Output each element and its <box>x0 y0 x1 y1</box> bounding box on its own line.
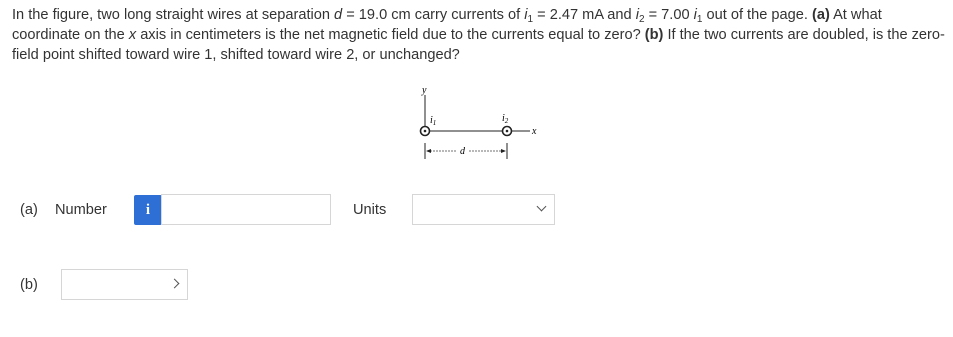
part-b-label: (b) <box>20 277 38 293</box>
variable-d: d <box>334 7 343 23</box>
variable-i: i <box>635 7 639 23</box>
question-text-segment: If the two currents are doubled, is the zero-field point shifted toward wire 1, shifted toward wire 2, or unchanged? <box>12 27 945 63</box>
units-label: Units <box>353 202 387 218</box>
d-arrowhead-right <box>501 149 506 153</box>
part-b-dropdown[interactable] <box>61 269 188 300</box>
number-input[interactable] <box>161 194 331 225</box>
chevron-down-icon <box>537 202 547 212</box>
variable-i: i <box>693 7 697 23</box>
chevron-right-icon <box>170 279 180 289</box>
units-dropdown[interactable] <box>412 194 555 225</box>
variable-i: i <box>524 7 528 23</box>
y-axis-label: y <box>422 85 427 96</box>
wire-figure <box>405 85 555 165</box>
part-a-tag: (a) <box>811 7 830 23</box>
d-arrowhead-left <box>426 149 431 153</box>
question-text <box>12 5 947 65</box>
variable-x: x <box>128 27 137 43</box>
number-label: Number <box>55 202 107 218</box>
question-text-segment: At what coordinate on the <box>12 7 882 43</box>
x-axis-label: x <box>532 126 537 137</box>
question-text-segment: = 2.47 mA and <box>533 7 636 23</box>
wire-1-dot <box>424 130 427 133</box>
question-text-segment: out of the page. <box>702 7 812 23</box>
part-a-label: (a) <box>20 202 38 218</box>
i2-label: $i_2$ <box>502 113 509 125</box>
wire-diagram <box>405 85 555 165</box>
question-text-segment: = 19.0 cm carry currents of <box>342 7 525 23</box>
i1-label: $i_1$ <box>430 115 437 127</box>
info-icon[interactable]: i <box>134 195 162 225</box>
subscript: 1 <box>527 14 534 25</box>
subscript: 1 <box>696 14 703 25</box>
part-b-tag: (b) <box>644 27 664 43</box>
question-text-segment: In the figure, two long straight wires at separation <box>12 7 335 23</box>
question-text-segment: axis in centimeters is the net magnetic field due to the currents equal to zero? <box>136 27 645 43</box>
question-text-segment: = 7.00 <box>644 7 694 23</box>
subscript: 2 <box>638 14 645 25</box>
wire-2-dot <box>506 130 509 133</box>
d-label: d <box>460 146 465 157</box>
